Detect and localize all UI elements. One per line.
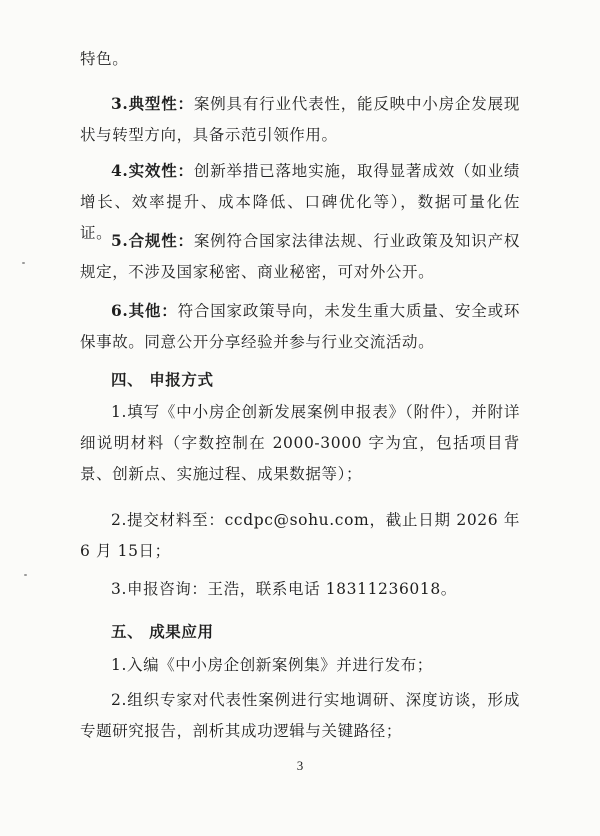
criterion-label: 4.实效性： xyxy=(111,161,194,180)
page-number: 3 xyxy=(296,758,304,773)
criterion-compliance xyxy=(80,225,520,288)
results-item-2: 2.组织专家对代表性案例进行实地调研、深度访谈，形成专题研究报告，剖析其成功逻辑与关键路径； xyxy=(80,691,520,740)
section-heading-application-method: 四、 申报方式 xyxy=(111,370,214,389)
scan-speck xyxy=(22,262,25,264)
section-heading-results-application: 五、 成果应用 xyxy=(111,622,214,641)
scan-speck xyxy=(24,574,27,576)
criterion-typicality xyxy=(80,88,520,151)
results-item-1: 1.入编《中小房企创新案例集》并进行发布； xyxy=(111,656,433,674)
criterion-text: 创新举措已落地实施，取得显著成效（如业绩增长、效率提升、成本降低、口碑优化等），数据可量化佐证。 xyxy=(80,162,520,242)
continuation-text: 特色。 xyxy=(80,50,129,68)
criterion-other xyxy=(80,295,520,358)
application-item-3: 3.申报咨询：王浩，联系电话 18311236018。 xyxy=(111,580,457,598)
criterion-label: 3.典型性： xyxy=(111,94,194,113)
criterion-label: 6.其他： xyxy=(111,301,178,320)
criterion-text: 案例符合国家法律法规、行业政策及知识产权规定，不涉及国家秘密、商业秘密，可对外公开。 xyxy=(80,232,520,281)
criterion-label: 5.合规性： xyxy=(111,231,194,250)
criterion-text: 符合国家政策导向，未发生重大质量、安全或环保事故。同意公开分享经验并参与行业交流活动。 xyxy=(80,302,520,351)
criterion-text: 案例具有行业代表性，能反映中小房企发展现状与转型方向，具备示范引领作用。 xyxy=(80,95,520,144)
application-item-2: 2.提交材料至：ccdpc@sohu.com，截止日期 2026 年 6 月 15日； xyxy=(80,511,520,560)
application-item-1: 1.填写《中小房企创新发展案例申报表》（附件），并附详细说明材料（字数控制在 2000-3000 字为宜，包括项目背景、创新点、实施过程、成果数据等）； xyxy=(80,403,520,483)
